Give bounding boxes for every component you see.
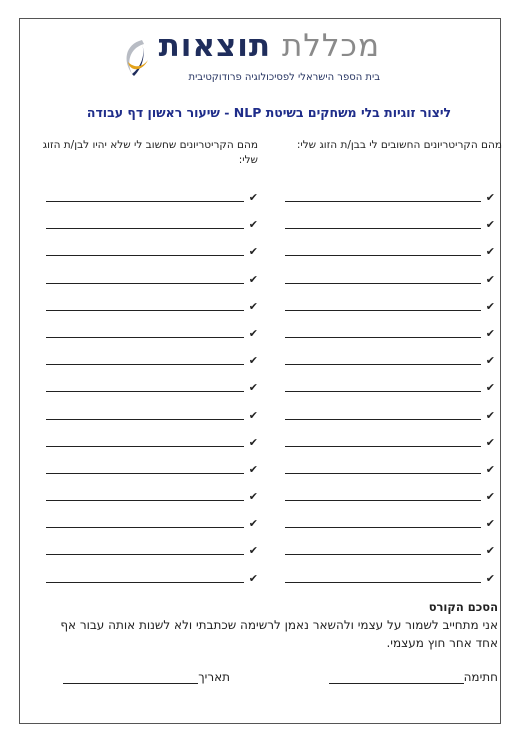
criteria-line[interactable] <box>46 380 258 407</box>
important-criteria-heading: מהם הקריטריונים החשובים לי בבן/ת הזוג שלי: <box>296 139 502 151</box>
criteria-line[interactable] <box>285 326 495 353</box>
check-icon: ✔ <box>248 272 258 286</box>
criteria-line[interactable] <box>285 543 495 570</box>
check-icon: ✔ <box>485 490 495 504</box>
criteria-line[interactable] <box>46 272 258 299</box>
check-icon: ✔ <box>248 490 258 504</box>
check-icon: ✔ <box>485 517 495 531</box>
criteria-line[interactable] <box>46 435 258 462</box>
important-criteria-lines <box>285 190 495 598</box>
course-agreement <box>40 600 498 652</box>
signature-field <box>320 670 498 684</box>
criteria-line[interactable] <box>46 516 258 543</box>
writing-line[interactable] <box>46 500 244 501</box>
criteria-line[interactable] <box>46 190 258 217</box>
check-icon: ✔ <box>485 191 495 204</box>
criteria-line[interactable] <box>285 272 495 299</box>
check-icon: ✔ <box>248 435 258 449</box>
college-name-light: מכללת <box>281 28 380 64</box>
check-icon: ✔ <box>248 299 258 313</box>
writing-line[interactable] <box>46 419 244 420</box>
writing-line[interactable] <box>285 554 481 555</box>
check-icon: ✔ <box>248 462 258 476</box>
college-logo <box>120 28 380 88</box>
writing-line[interactable] <box>285 201 481 202</box>
date-line[interactable] <box>63 671 198 684</box>
signature-line[interactable] <box>329 671 464 684</box>
check-icon: ✔ <box>248 191 258 204</box>
unwanted-criteria-lines <box>46 190 258 598</box>
criteria-line[interactable] <box>46 543 258 570</box>
criteria-line[interactable] <box>285 353 495 380</box>
signature-label: חתימה <box>463 670 498 684</box>
criteria-line[interactable] <box>285 516 495 543</box>
criteria-line[interactable] <box>285 571 495 598</box>
writing-line[interactable] <box>285 473 481 474</box>
writing-line[interactable] <box>46 364 244 365</box>
writing-line[interactable] <box>285 255 481 256</box>
criteria-line[interactable] <box>285 380 495 407</box>
check-icon: ✔ <box>248 408 258 422</box>
check-icon: ✔ <box>485 435 495 449</box>
check-icon: ✔ <box>248 354 258 368</box>
check-icon: ✔ <box>248 245 258 259</box>
check-icon: ✔ <box>248 544 258 558</box>
college-name-bold: תוצאות <box>158 28 272 64</box>
writing-line[interactable] <box>285 582 481 583</box>
check-icon: ✔ <box>485 272 495 286</box>
writing-line[interactable] <box>285 283 481 284</box>
check-icon: ✔ <box>485 299 495 313</box>
writing-line[interactable] <box>285 337 481 338</box>
agreement-title: הסכם הקורס <box>428 600 498 614</box>
writing-line[interactable] <box>46 228 244 229</box>
check-icon: ✔ <box>485 544 495 558</box>
college-name <box>160 28 380 64</box>
writing-line[interactable] <box>285 391 481 392</box>
criteria-line[interactable] <box>285 244 495 271</box>
agreement-text: אני מתחייב לשמור על עצמי ולהשאר נאמן לרשימה שכתבתי ולא לשנות אותה עבור אף אחד אחר חוץ מעצמי. <box>60 618 498 650</box>
check-icon: ✔ <box>248 218 258 232</box>
check-icon: ✔ <box>485 245 495 259</box>
writing-line[interactable] <box>285 364 481 365</box>
criteria-line[interactable] <box>46 408 258 435</box>
criteria-line[interactable] <box>285 435 495 462</box>
check-icon: ✔ <box>485 326 495 340</box>
writing-line[interactable] <box>285 527 481 528</box>
criteria-line[interactable] <box>285 489 495 516</box>
writing-line[interactable] <box>285 500 481 501</box>
writing-line[interactable] <box>46 473 244 474</box>
writing-line[interactable] <box>46 337 244 338</box>
criteria-line[interactable] <box>46 299 258 326</box>
writing-line[interactable] <box>46 310 244 311</box>
writing-line[interactable] <box>46 527 244 528</box>
criteria-line[interactable] <box>46 571 258 598</box>
criteria-line[interactable] <box>46 462 258 489</box>
date-field <box>36 670 230 684</box>
criteria-line[interactable] <box>285 408 495 435</box>
criteria-line[interactable] <box>46 353 258 380</box>
writing-line[interactable] <box>46 391 244 392</box>
worksheet-title: ליצור זוגיות בלי משחקים בשיטת NLP - שיעור ראשון דף עבודה <box>86 105 452 120</box>
check-icon: ✔ <box>485 381 495 395</box>
check-icon: ✔ <box>485 218 495 232</box>
criteria-line[interactable] <box>285 190 495 217</box>
writing-line[interactable] <box>46 554 244 555</box>
writing-line[interactable] <box>285 228 481 229</box>
criteria-line[interactable] <box>46 217 258 244</box>
writing-line[interactable] <box>46 582 244 583</box>
check-icon: ✔ <box>248 381 258 395</box>
criteria-line[interactable] <box>285 462 495 489</box>
writing-line[interactable] <box>46 255 244 256</box>
writing-line[interactable] <box>46 201 244 202</box>
check-icon: ✔ <box>485 408 495 422</box>
writing-line[interactable] <box>285 419 481 420</box>
check-icon: ✔ <box>248 571 258 585</box>
criteria-line[interactable] <box>285 299 495 326</box>
college-subtitle: בית הספר הישראלי לפסיכולוגיה פרודוקטיבית <box>188 72 380 83</box>
writing-line[interactable] <box>285 310 481 311</box>
check-icon: ✔ <box>248 517 258 531</box>
unwanted-criteria-heading: מהם הקריטריונים שחשוב לי שלא יהיו לבן/ת הזוג שלי: <box>42 139 258 166</box>
writing-line[interactable] <box>285 446 481 447</box>
logo-swoosh-icon <box>120 38 150 78</box>
date-label: תאריך <box>198 670 230 684</box>
writing-line[interactable] <box>46 446 244 447</box>
criteria-line[interactable] <box>46 489 258 516</box>
criteria-line[interactable] <box>285 217 495 244</box>
criteria-line[interactable] <box>46 326 258 353</box>
check-icon: ✔ <box>485 571 495 585</box>
check-icon: ✔ <box>485 354 495 368</box>
writing-line[interactable] <box>46 283 244 284</box>
criteria-line[interactable] <box>46 244 258 271</box>
check-icon: ✔ <box>485 462 495 476</box>
check-icon: ✔ <box>248 326 258 340</box>
